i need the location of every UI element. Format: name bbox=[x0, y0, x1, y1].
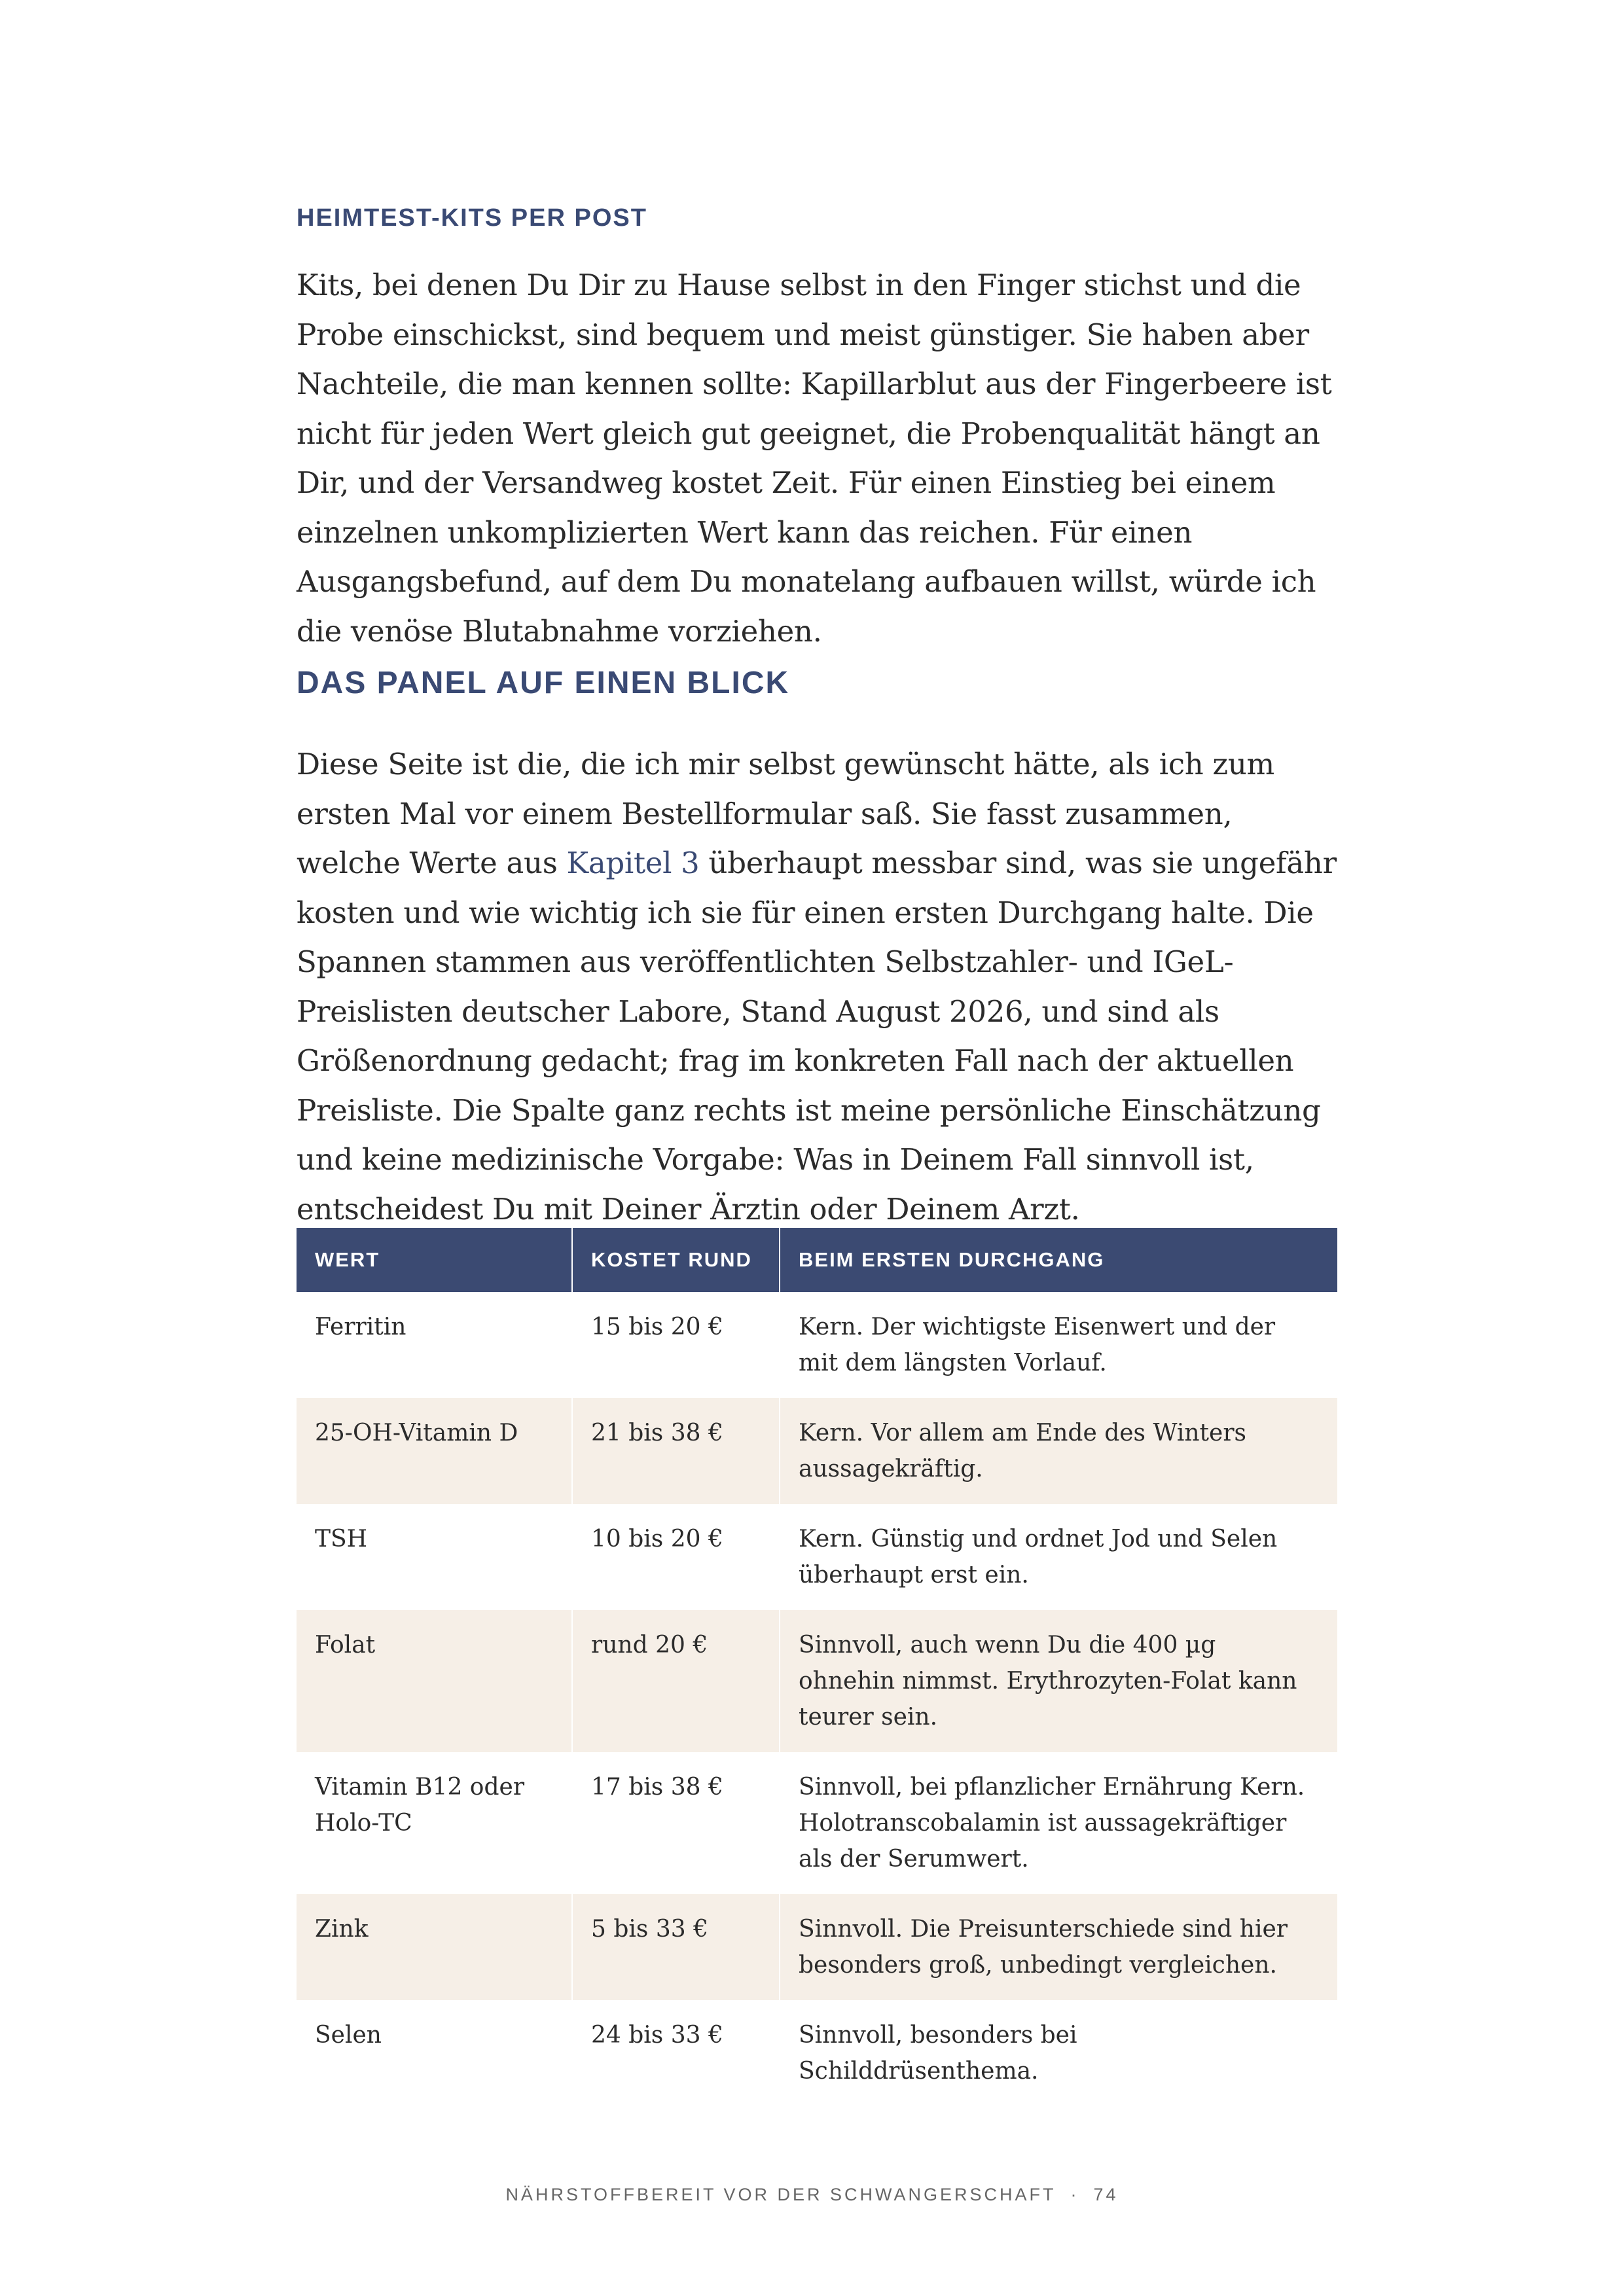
page-number: 74 bbox=[1093, 2185, 1119, 2204]
table-row bbox=[297, 1504, 1337, 1610]
cell-kosten: 15 bis 20 € bbox=[573, 1292, 780, 1398]
cell-kosten: 17 bis 38 € bbox=[573, 1752, 780, 1894]
table-row bbox=[297, 1398, 1337, 1504]
footer-book-title: NÄHRSTOFFBEREIT VOR DER SCHWANGERSCHAFT bbox=[505, 2185, 1056, 2204]
column-header-kostet: KOSTET RUND bbox=[573, 1228, 780, 1292]
cell-kosten: rund 20 € bbox=[573, 1610, 780, 1752]
cell-einschaetzung: Kern. Günstig und ordnet Jod und Selen überhaupt erst ein. bbox=[780, 1504, 1337, 1610]
cell-wert: Folat bbox=[297, 1610, 573, 1752]
cell-kosten: 5 bis 33 € bbox=[573, 1894, 780, 2000]
cell-einschaetzung: Sinnvoll, bei pflanzlicher Ernährung Kern. Holotranscobalamin ist aussagekräftiger als der Serumwert. bbox=[780, 1752, 1337, 1894]
paragraph-text-before-link: Diese Seite ist die, die ich mir selbst gewünscht hätte, als ich zum ersten Mal vor einem Bestellformular saß. Sie fasst zusammen, welche Werte aus bbox=[297, 747, 1274, 880]
subheading: HEIMTEST-KITS PER POST bbox=[297, 204, 647, 232]
cell-einschaetzung: Kern. Der wichtigste Eisenwert und der mit dem längsten Vorlauf. bbox=[780, 1292, 1337, 1398]
paragraph-heimtest: Kits, bei denen Du Dir zu Hause selbst in den Finger stichst und die Probe einschickst, sind bequem und meist günstiger. Sie haben aber Nachteile, die man kennen sollte: Kapillarblut aus der Fingerbeere ist nicht für jeden Wert gleich gut geeignet, die Probenqualität hängt an Dir, und der Versandweg kostet Zeit. Für einen Einstieg bei einem einzelnen unkomplizierten Wert kann das reichen. Für einen Ausgangsbefund, auf dem Du monatelang aufbauen willst, würde ich die venöse Blutabnahme vorziehen. bbox=[297, 268, 1332, 649]
table-row bbox=[297, 2000, 1337, 2106]
table-row bbox=[297, 1752, 1337, 1894]
panel-table bbox=[297, 1228, 1337, 2106]
table-row bbox=[297, 1894, 1337, 2000]
footer-separator: · bbox=[1070, 2185, 1079, 2204]
cell-wert: 25-OH-Vitamin D bbox=[297, 1398, 573, 1504]
column-header-wert: WERT bbox=[297, 1228, 573, 1292]
cell-wert: TSH bbox=[297, 1504, 573, 1610]
column-header-durchgang: BEIM ERSTEN DURCHGANG bbox=[780, 1228, 1337, 1292]
table-header-row bbox=[297, 1228, 1337, 1292]
table-row bbox=[297, 1610, 1337, 1752]
page-footer bbox=[0, 2185, 1624, 2205]
cell-einschaetzung: Sinnvoll, auch wenn Du die 400 µg ohnehin nimmst. Erythrozyten-Folat kann teurer sein. bbox=[780, 1610, 1337, 1752]
table-row bbox=[297, 1292, 1337, 1398]
cell-kosten: 21 bis 38 € bbox=[573, 1398, 780, 1504]
cell-wert: Vitamin B12 oder Holo-TC bbox=[297, 1752, 573, 1894]
cell-kosten: 10 bis 20 € bbox=[573, 1504, 780, 1610]
chapter-link[interactable]: Kapitel 3 bbox=[566, 846, 700, 880]
cell-kosten: 24 bis 33 € bbox=[573, 2000, 780, 2106]
cell-einschaetzung: Kern. Vor allem am Ende des Winters aussagekräftig. bbox=[780, 1398, 1337, 1504]
paragraph-text-after-link: überhaupt messbar sind, was sie ungefähr kosten und wie wichtig ich sie für einen ersten Durchgang halte. Die Spannen stammen aus veröffentlichten Selbstzahler- und IGeL-Preislisten deutscher Labore, Stand August 2026, und sind als Größenordnung gedacht; frag im konkreten Fall nach der aktuellen Preisliste. Die Spalte ganz rechts ist meine persönliche Einschätzung und keine medizinische Vorgabe: Was in Deinem Fall sinnvoll ist, entscheidest Du mit Deiner Ärztin oder Deinem Arzt. bbox=[297, 846, 1337, 1227]
paragraph-panel-intro bbox=[297, 740, 1337, 1234]
page-content bbox=[297, 0, 1337, 2296]
cell-wert: Ferritin bbox=[297, 1292, 573, 1398]
cell-einschaetzung: Sinnvoll, besonders bei Schilddrüsenthema. bbox=[780, 2000, 1337, 2106]
cell-wert: Selen bbox=[297, 2000, 573, 2106]
cell-wert: Zink bbox=[297, 1894, 573, 2000]
cell-einschaetzung: Sinnvoll. Die Preisunterschiede sind hier besonders groß, unbedingt vergleichen. bbox=[780, 1894, 1337, 2000]
section-heading: DAS PANEL AUF EINEN BLICK bbox=[297, 666, 790, 700]
